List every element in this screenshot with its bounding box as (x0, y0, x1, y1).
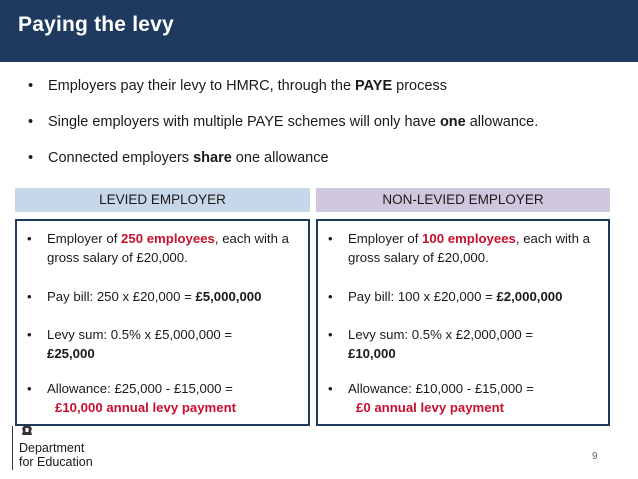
item-text: Levy sum: 0.5% x £5,000,000 = (47, 327, 233, 342)
item-text: Employer of (348, 231, 423, 246)
non-levied-employer-box (316, 219, 610, 426)
department-name (19, 441, 93, 469)
bullet-text: Single employers with multiple PAYE schemes will only have (48, 114, 440, 130)
bullet-text: one allowance (231, 150, 329, 166)
department-for-education-logo (12, 420, 132, 474)
item-text: Employer of (47, 231, 122, 246)
employee-count: 100 employees (422, 231, 516, 246)
allowance-item (27, 379, 302, 417)
bullet-strong: share (193, 150, 232, 166)
item-text: Allowance: £25,000 - £15,000 = (47, 381, 233, 396)
bullet-text: Connected employers (48, 150, 194, 166)
employer-item (328, 229, 602, 267)
employer-item (27, 229, 302, 267)
item-text: , each with a gross salary of £20,000. (47, 231, 289, 265)
department-line2: for Education (19, 455, 93, 469)
title-bar (0, 0, 638, 62)
page-number: 9 (592, 451, 598, 462)
slide-title: Paying the levy (18, 13, 174, 36)
bullet-text: Employers pay their levy to HMRC, through the (48, 78, 356, 94)
item-text: Pay bill: 100 x £20,000 = (348, 289, 497, 304)
bullet-list (28, 76, 628, 184)
bullet-text: allowance. (465, 114, 539, 130)
logo-rule (12, 426, 13, 470)
department-line1: Department (19, 441, 85, 455)
item-text: Pay bill: 250 x £20,000 = (47, 289, 196, 304)
annual-levy-payment: £10,000 annual levy payment (55, 400, 237, 415)
bullet-strong: one (439, 114, 466, 130)
levied-employer-box (15, 219, 310, 426)
pay-bill-item (27, 287, 302, 306)
item-text: Allowance: £10,000 - £15,000 = (348, 381, 534, 396)
levy-sum-total: £25,000 (47, 346, 95, 361)
pay-bill-total: £5,000,000 (195, 289, 262, 304)
bullet-item (28, 148, 628, 184)
item-text: , each with a gross salary of £20,000. (348, 231, 590, 265)
levy-sum-item (27, 325, 302, 363)
levy-sum-total: £10,000 (348, 346, 396, 361)
allowance-item (328, 379, 602, 417)
levy-sum-item (328, 325, 602, 363)
item-text: Levy sum: 0.5% x £2,000,000 = (348, 327, 534, 342)
bullet-item (28, 76, 628, 112)
pay-bill-item (328, 287, 602, 306)
levied-employer-header: LEVIED EMPLOYER (15, 188, 310, 212)
employee-count: 250 employees (121, 231, 215, 246)
royal-crest-icon (19, 422, 35, 437)
non-levied-employer-header: NON-LEVIED EMPLOYER (316, 188, 610, 212)
pay-bill-total: £2,000,000 (496, 289, 563, 304)
bullet-item (28, 112, 628, 148)
bullet-text: process (392, 78, 447, 94)
bullet-strong: PAYE (355, 78, 393, 94)
annual-levy-payment: £0 annual levy payment (356, 400, 505, 415)
